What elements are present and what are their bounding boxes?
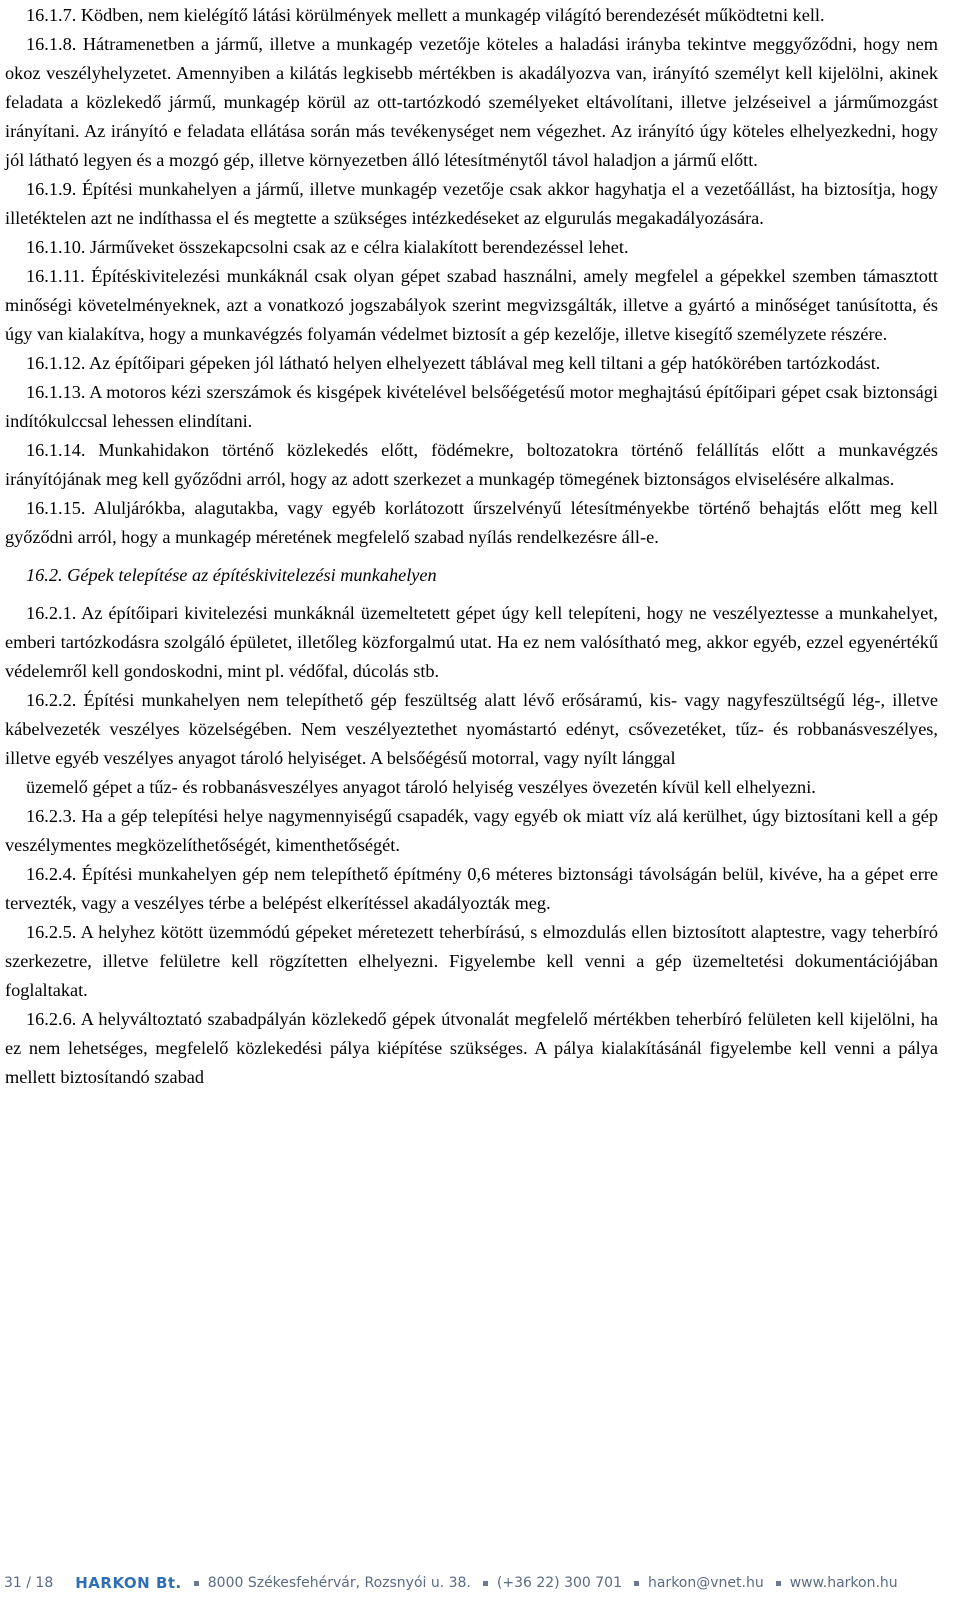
paragraph-16-1-15: 16.1.15. Aluljárókba, alagutakba, vagy egyéb korlátozott űrszelvényű létesítményekbe történő behajtás előtt meg kell győződni arról, hogy a munkagép méretének megfelelő szabad nyílás rendelkezésre áll-e. bbox=[5, 498, 938, 547]
company-logo: HARKON Bt. bbox=[75, 1573, 182, 1592]
bullet-separator bbox=[776, 1581, 781, 1586]
footer-phone: (+36 22) 300 701 bbox=[496, 1574, 622, 1591]
paragraph-16-2-1: 16.2.1. Az építőipari kivitelezési munkáknál üzemeltetett gépet úgy kell telepíteni, hogy ne veszélyeztesse a munkahelyet, emberi tartózkodásra szolgáló épületet, illetőleg közforgalmú utat. Ha ez nem valósítható meg, akkor egyéb, ezzel egyenértékű védelemről kell gondoskodni, mint pl. védőfal, dúcolás stb. bbox=[5, 603, 938, 681]
paragraph-16-1-7: 16.1.7. Ködben, nem kielégítő látási körülmények mellett a munkagép világító berendezését működtetni kell. bbox=[26, 5, 825, 25]
page-number: 31 / 18 bbox=[4, 1574, 54, 1591]
footer-address: 8000 Székesfehérvár, Rozsnyói u. 38. bbox=[207, 1574, 471, 1591]
section-heading: 16.2. Gépek telepítése az építéskivitelezési munkahelyen bbox=[26, 565, 437, 585]
footer-email-link[interactable]: harkon@vnet.hu bbox=[647, 1574, 764, 1591]
paragraph-16-2-5: 16.2.5. A helyhez kötött üzemmódú gépeket méretezett teherbírású, s elmozdulás ellen biztosított alaptestre, vagy teherbíró szerkezetre, illetve felületre kell rögzítetten elhelyezni. Figyelembe kell venni a gép üzemeltetési dokumentációjában foglaltakat. bbox=[5, 922, 938, 1000]
paragraph-16-1-10: 16.1.10. Járműveket összekapcsolni csak az e célra kialakított berendezéssel lehet. bbox=[26, 237, 629, 257]
bullet-separator bbox=[194, 1581, 199, 1586]
paragraph-16-1-13: 16.1.13. A motoros kézi szerszámok és kisgépek kivételével belsőégetésű motor meghajtású építőipari gépet csak biztonsági indítókulccsal lehessen elindítani. bbox=[5, 382, 938, 431]
paragraph-16-2-2: 16.2.2. Építési munkahelyen nem telepíthető gép feszültség alatt lévő erősáramú, kis- vagy nagyfeszültségű lég-, illetve kábelvezeték veszélyes közelségében. Nem veszélyeztethet nyomástartó edényt, csővezetéket, tűz- és robbanásveszélyes, illetve egyéb veszélyes anyagot tároló helyiséget. A belsőégésű motorral, vagy nyílt lánggal bbox=[5, 690, 938, 768]
paragraph-16-2-6: 16.2.6. A helyváltoztató szabadpályán közlekedő gépek útvonalát megfelelő mértékben teherbíró felületen kell kijelölni, ha ez nem lehetséges, megfelelő közlekedési pálya kiépítése szükséges. A pálya kialakításánál figyelembe kell venni a pálya mellett biztosítandó szabad bbox=[5, 1009, 938, 1087]
paragraph-16-1-9: 16.1.9. Építési munkahelyen a jármű, illetve munkagép vezetője csak akkor hagyhatja el a vezetőállást, ha biztosítja, hogy illetéktelen azt ne indíthassa el és megtette a szükséges intézkedéseket az elgurulás megakadályozására. bbox=[5, 179, 938, 228]
paragraph-16-2-2-continued: üzemelő gépet a tűz- és robbanásveszélyes anyagot tároló helyiség veszélyes övezetén kívül kell elhelyezni. bbox=[26, 777, 816, 797]
paragraph-16-2-3: 16.2.3. Ha a gép telepítési helye nagymennyiségű csapadék, vagy egyéb ok miatt víz alá kerülhet, úgy biztosítani kell a gép veszélymentes megközelíthetőségét, kimenthetőségét. bbox=[5, 806, 938, 855]
page-footer bbox=[0, 1568, 960, 1598]
paragraph-16-1-12: 16.1.12. Az építőipari gépeken jól látható helyen elhelyezett táblával meg kell tiltani a gép hatókörében tartózkodást. bbox=[26, 353, 881, 373]
paragraph-16-2-4: 16.2.4. Építési munkahelyen gép nem telepíthető építmény 0,6 méteres biztonsági távolságán belül, kivéve, ha a gépet erre tervezték, vagy a veszélyes térbe a belépést elkerítéssel akadályozták meg. bbox=[5, 864, 938, 913]
bullet-separator bbox=[483, 1581, 488, 1586]
paragraph-16-1-8: 16.1.8. Hátramenetben a jármű, illetve a munkagép vezetője köteles a haladási irányba tekintve meggyőződni, hogy nem okoz veszélyhelyzetet. Amennyiben a kilátás legkisebb mértékben is akadályozva van, irányító személyt kell kijelölni, akinek feladata a közlekedő jármű, munkagép körül az ott-tartózkodó személyeket eltávolítani, illetve jelzéseivel a járműmozgást irányítani. Az irányító e feladata ellátása során más tevékenységet nem végezhet. Az irányító úgy köteles elhelyezkedni, hogy jól látható legyen és a mozgó gép, illetve környezetben álló létesítménytől távol haladjon a jármű előtt. bbox=[5, 34, 938, 170]
paragraph-16-1-14: 16.1.14. Munkahidakon történő közlekedés előtt, födémekre, boltozatokra történő felállítás előtt a munkavégzés irányítójának meg kell győződni arról, hogy az adott szerkezet a munkagép tömegének biztonságos elviselésére alkalmas. bbox=[5, 440, 938, 489]
bullet-separator bbox=[634, 1581, 639, 1586]
footer-web-link[interactable]: www.harkon.hu bbox=[789, 1574, 898, 1591]
document-body bbox=[5, 1, 938, 1092]
paragraph-16-1-11: 16.1.11. Építéskivitelezési munkáknál csak olyan gépet szabad használni, amely megfelel a gépekkel szemben támasztott minőségi követelményeknek, azt a vonatkozó jogszabályok szerint megvizsgálták, illetve a gyártó a minőséget tanúsította, és úgy van kialakítva, hogy a munkavégzés folyamán védelmet biztosít a gép kezelője, illetve kisegítő személyzete részére. bbox=[5, 266, 938, 344]
